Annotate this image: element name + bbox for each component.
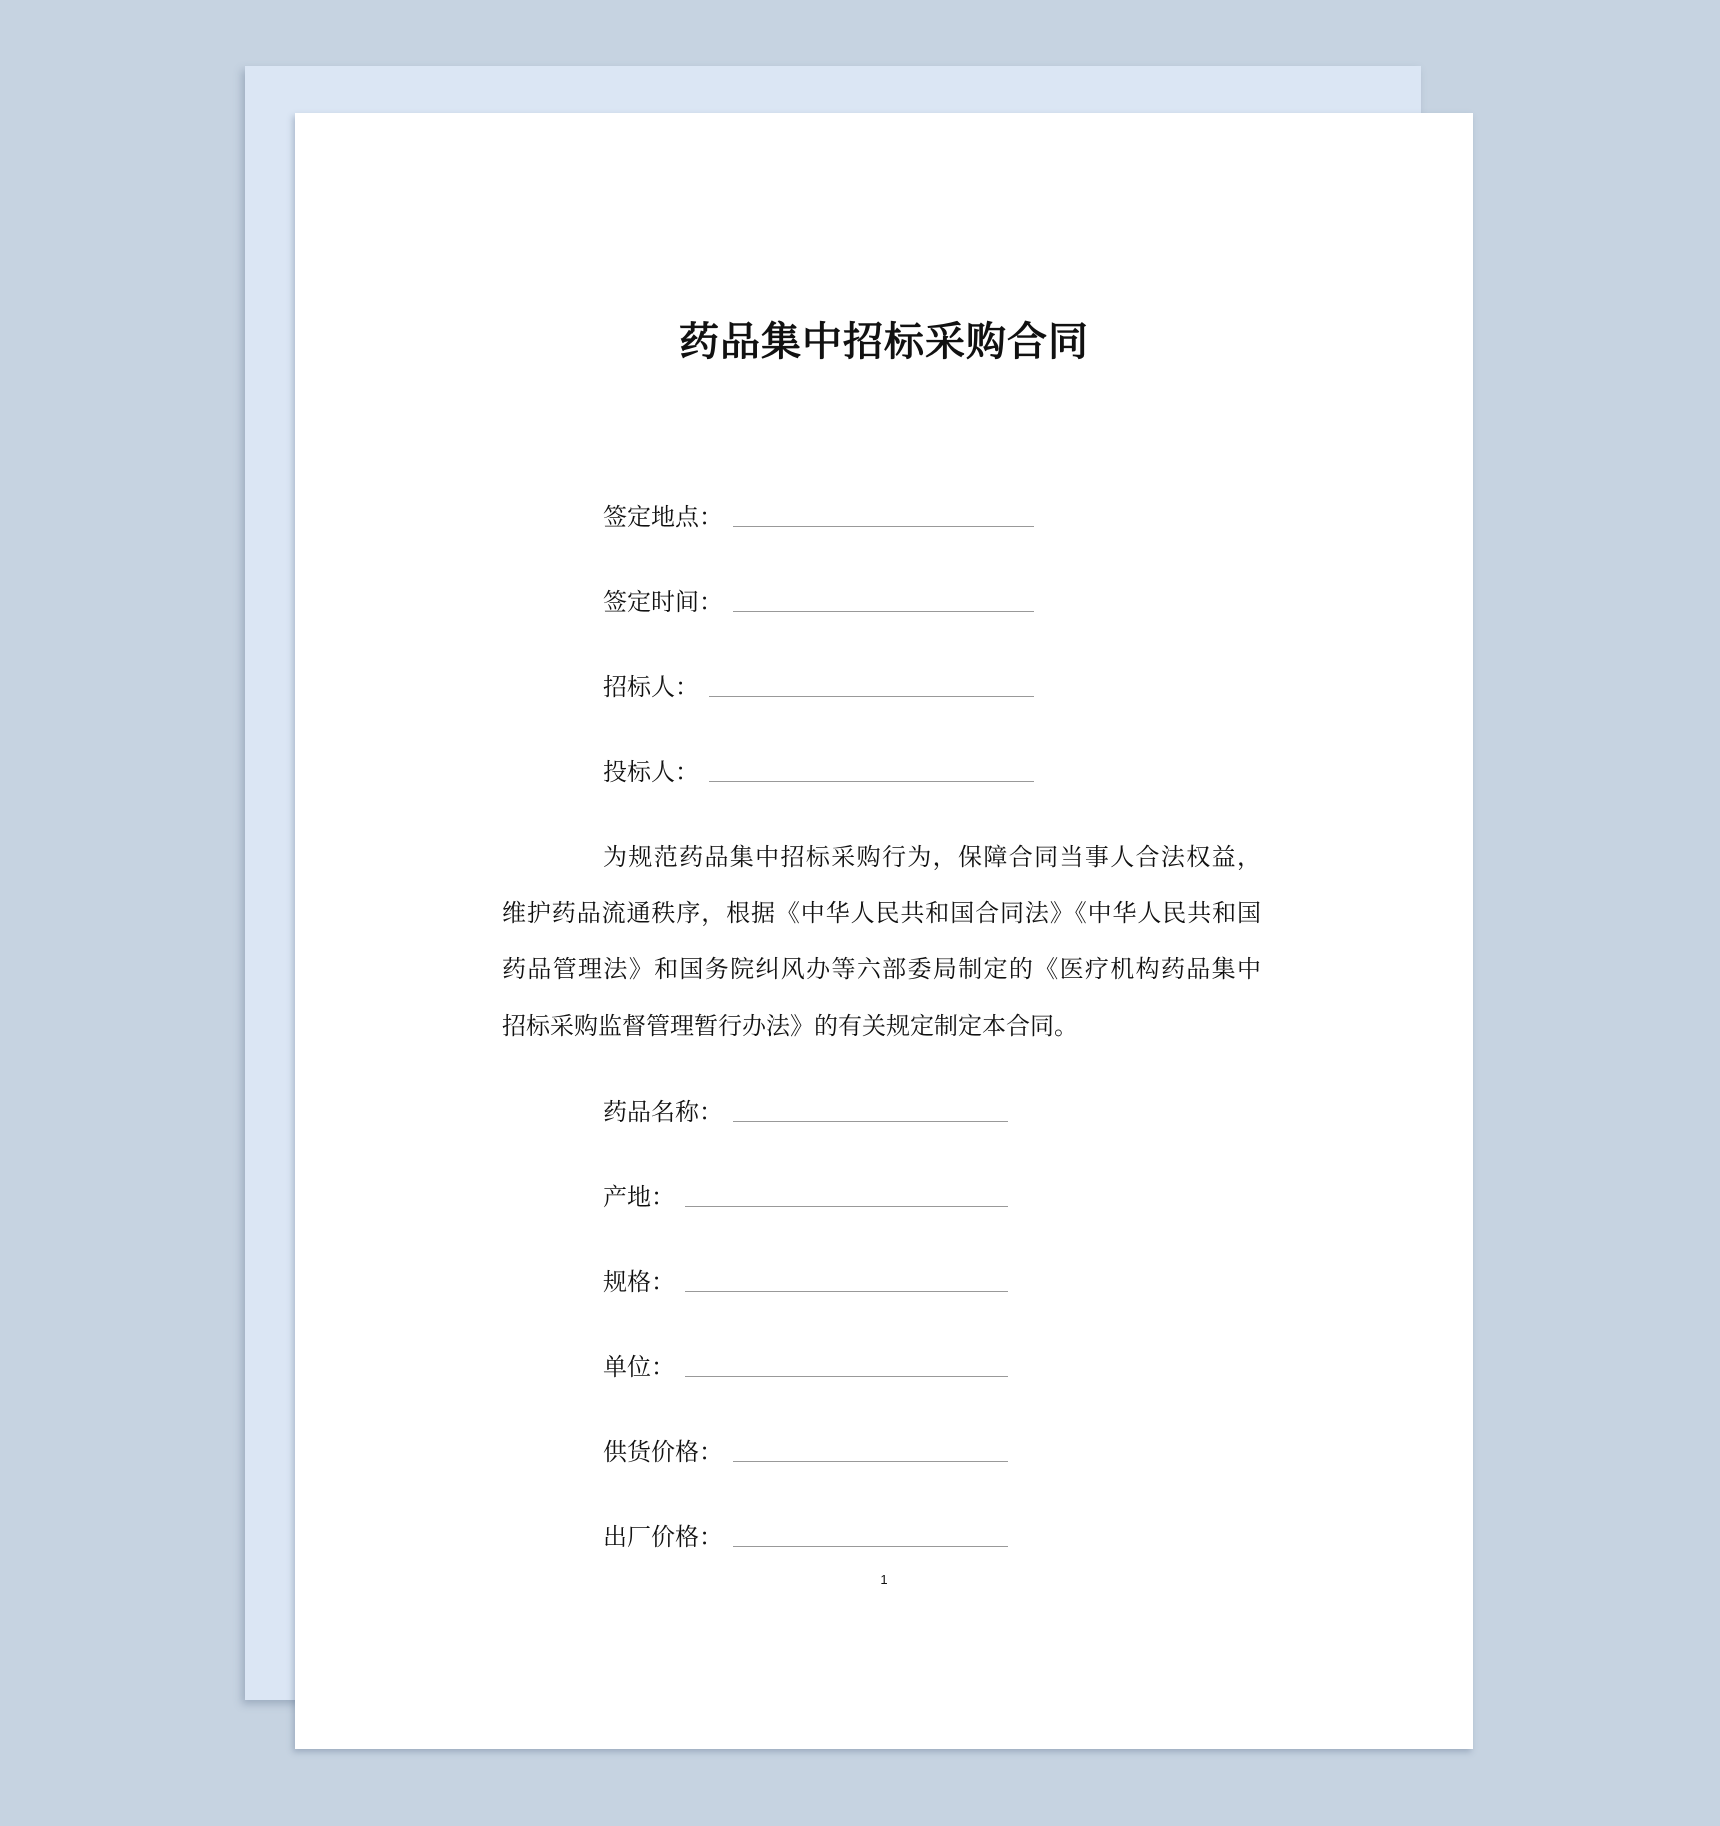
blank-line[interactable] — [685, 1206, 1008, 1207]
field-label: 供货价格： — [603, 1438, 723, 1466]
paragraph-line: 招标采购监督管理暂行办法》的有关规定制定本合同。 — [502, 1012, 1078, 1040]
paragraph-line: 药品管理法》和国务院纠风办等六部委局制定的《医疗机构药品集中 — [502, 955, 1261, 983]
field-label: 出厂价格： — [603, 1523, 723, 1551]
field-label: 单位： — [603, 1353, 675, 1381]
field-label: 投标人： — [603, 758, 699, 786]
field-factory-price — [603, 1521, 1008, 1553]
blank-line[interactable] — [733, 1121, 1008, 1122]
field-drug-name — [603, 1096, 1008, 1128]
blank-line[interactable] — [685, 1376, 1008, 1377]
field-unit — [603, 1351, 1008, 1383]
field-supply-price — [603, 1436, 1008, 1468]
document-page — [295, 113, 1473, 1749]
blank-line[interactable] — [733, 1461, 1008, 1462]
blank-line[interactable] — [733, 611, 1034, 612]
field-label: 产地： — [603, 1183, 675, 1211]
field-bidder — [603, 756, 1034, 788]
page-number: 1 — [880, 1572, 888, 1587]
document-title: 药品集中招标采购合同 — [679, 319, 1089, 365]
blank-line[interactable] — [709, 781, 1034, 782]
field-signing-place — [603, 501, 1034, 533]
field-tenderer — [603, 671, 1034, 703]
blank-line[interactable] — [685, 1291, 1008, 1292]
blank-line[interactable] — [709, 696, 1034, 697]
field-label: 签定时间： — [603, 588, 723, 616]
field-label: 招标人： — [603, 673, 699, 701]
field-label: 药品名称： — [603, 1098, 723, 1126]
field-specification — [603, 1266, 1008, 1298]
blank-line[interactable] — [733, 526, 1034, 527]
field-label: 规格： — [603, 1268, 675, 1296]
blank-line[interactable] — [733, 1546, 1008, 1547]
paragraph-line: 为规范药品集中招标采购行为，保障合同当事人合法权益， — [603, 843, 1261, 871]
field-label: 签定地点： — [603, 503, 723, 531]
field-origin — [603, 1181, 1008, 1213]
field-signing-time — [603, 586, 1034, 618]
paragraph-line: 维护药品流通秩序，根据《中华人民共和国合同法》《中华人民共和国 — [502, 899, 1261, 927]
